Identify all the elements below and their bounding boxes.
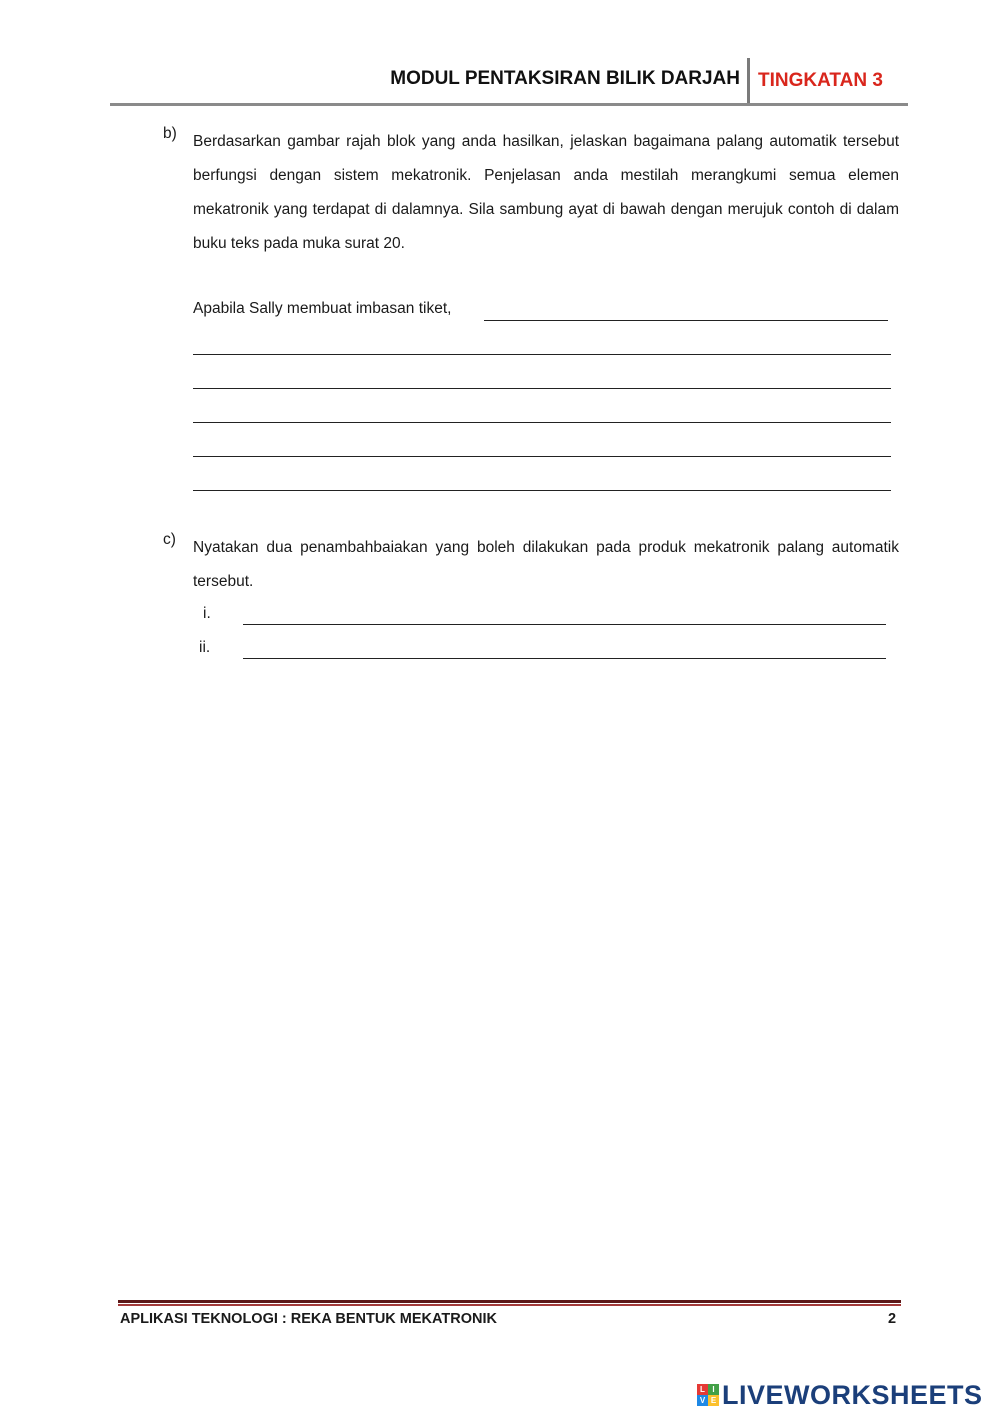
logo-letter-e: E: [708, 1395, 719, 1406]
item-i-label: i.: [203, 605, 211, 622]
header-rule: [110, 103, 908, 106]
question-b-text: Berdasarkan gambar rajah blok yang anda hasilkan, jelaskan bagaimana palang automatik tersebut berfungsi dengan sistem mekatronik. Penjelasan anda mestilah merangkumi semua elemen mekatronik yang terdapat di dalamnya. Sila sambung ayat di bawah dengan merujuk contoh di dalam buku teks pada muka surat 20.: [193, 133, 899, 252]
answer-line[interactable]: [193, 490, 891, 491]
item-ii-label: ii.: [199, 639, 211, 656]
footer-rule-accent: [118, 1304, 901, 1306]
answer-line[interactable]: [484, 320, 888, 321]
improvement-answer-line[interactable]: [243, 624, 886, 625]
answer-line[interactable]: [193, 354, 891, 355]
answer-line[interactable]: [193, 456, 891, 457]
improvement-answer-line[interactable]: [243, 658, 886, 659]
answer-line[interactable]: [193, 388, 891, 389]
question-c-text: Nyatakan dua penambahbaiakan yang boleh dilakukan pada produk mekatronik palang automatik tersebut.: [193, 539, 899, 590]
liveworksheets-wordmark: LIVEWORKSHEETS: [722, 1379, 983, 1410]
liveworksheets-logo: [697, 1380, 983, 1410]
footer-rule: [118, 1300, 901, 1303]
logo-letter-i: I: [708, 1384, 719, 1395]
question-b-label: b): [163, 125, 177, 142]
liveworksheets-icon: [697, 1384, 719, 1406]
header-divider: [747, 58, 750, 104]
question-c-label: c): [163, 531, 176, 548]
answer-line[interactable]: [193, 422, 891, 423]
form-level-label: TINGKATAN 3: [758, 70, 883, 91]
module-title: MODUL PENTAKSIRAN BILIK DARJAH: [390, 68, 740, 89]
logo-letter-v: V: [697, 1395, 708, 1406]
footer-subject: APLIKASI TEKNOLOGI : REKA BENTUK MEKATRONIK: [120, 1311, 497, 1327]
page-header: [110, 58, 908, 104]
page-number: 2: [888, 1311, 897, 1327]
logo-letter-l: L: [697, 1384, 708, 1395]
answer-lead-text: Apabila Sally membuat imbasan tiket,: [193, 300, 452, 317]
